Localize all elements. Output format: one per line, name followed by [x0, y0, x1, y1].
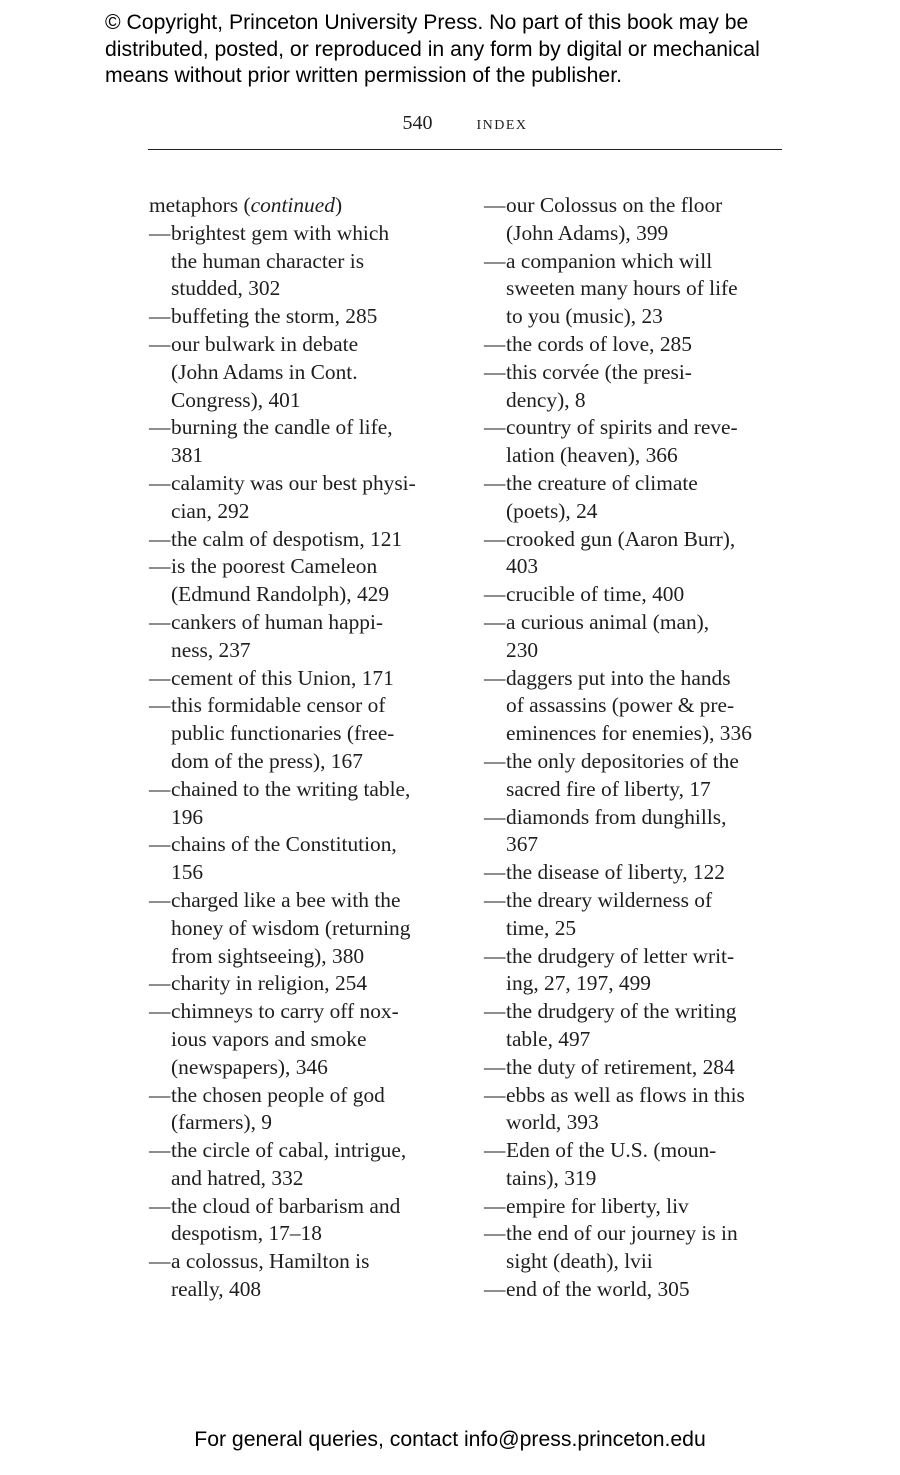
subentry-line: from sightseeing), 380	[171, 943, 365, 968]
copyright-notice	[105, 10, 825, 90]
subentry-dash: —	[484, 582, 506, 607]
index-subentry	[149, 303, 454, 331]
subentry-dash: —	[149, 220, 171, 245]
index-subentry	[149, 553, 454, 609]
copyright-line: means without prior written permission of the publisher.	[105, 64, 622, 87]
index-subentry	[149, 331, 454, 414]
heading-close: )	[334, 193, 343, 217]
index-subentry	[484, 1193, 789, 1221]
index-entry-heading	[149, 192, 454, 220]
subentry-line: the only depositories of the	[506, 748, 739, 773]
index-subentry	[484, 526, 789, 582]
index-subentry	[484, 1220, 789, 1276]
subentry-line: a curious animal (man),	[506, 609, 710, 634]
subentry-line: studded, 302	[171, 276, 281, 301]
subentry-dash: —	[484, 193, 506, 217]
subentry-line: buffeting the storm, 285	[171, 304, 378, 329]
running-head	[148, 112, 782, 135]
subentry-dash: —	[484, 609, 506, 634]
subentry-line: a colossus, Hamilton is	[171, 1249, 370, 1274]
subentry-dash: —	[484, 999, 506, 1024]
subentry-line: tains), 319	[506, 1165, 597, 1190]
subentry-line: brightest gem with which	[171, 220, 390, 245]
subentry-dash: —	[484, 1054, 506, 1079]
subentry-dash: —	[149, 999, 171, 1024]
subentry-line: public functionaries (free-	[171, 721, 395, 746]
subentry-line: crucible of time, 400	[506, 582, 685, 607]
page-number: 540	[402, 112, 433, 134]
subentry-line: (John Adams), 399	[506, 220, 669, 245]
subentry-line: lation (heaven), 366	[506, 443, 678, 468]
subentry-line: the calm of despotism, 121	[171, 526, 403, 551]
index-subentry	[484, 248, 789, 331]
footer-contact: For general queries, contact info@press.princeton.edu	[194, 1428, 706, 1451]
index-column-left	[149, 192, 454, 1304]
subentry-line: the duty of retirement, 284	[506, 1054, 735, 1079]
subentry-dash: —	[149, 304, 171, 329]
index-column-right	[484, 192, 789, 1304]
subentry-line: 381	[171, 443, 204, 468]
subentry-line: daggers put into the hands	[506, 665, 731, 690]
subentry-line: chained to the writing table,	[171, 776, 411, 801]
subentry-line: the drudgery of letter writ-	[506, 943, 735, 968]
subentry-line: the end of our journey is in	[506, 1221, 738, 1246]
index-subentry	[149, 470, 454, 526]
index-subentry	[484, 1137, 789, 1193]
subentry-line: 196	[171, 804, 204, 829]
subentry-line: Eden of the U.S. (moun-	[506, 1138, 717, 1163]
subentry-dash: —	[484, 887, 506, 912]
copyright-line: distributed, posted, or reproduced in any form by digital or mechanical	[105, 37, 760, 61]
subentry-list	[484, 192, 789, 1304]
index-subentry	[149, 414, 454, 470]
subentry-line: the cords of love, 285	[506, 331, 692, 356]
index-subentry	[149, 998, 454, 1081]
subentry-dash: —	[484, 943, 506, 968]
subentry-line: 367	[506, 832, 539, 857]
subentry-line: our bulwark in debate	[171, 331, 359, 356]
subentry-dash: —	[484, 860, 506, 885]
subentry-dash: —	[149, 776, 171, 801]
subentry-dash: —	[484, 1221, 506, 1246]
subentry-line: crooked gun (Aaron Burr),	[506, 526, 736, 551]
subentry-line: (poets), 24	[506, 498, 598, 523]
subentry-line: charity in religion, 254	[171, 971, 368, 996]
index-subentry	[484, 887, 789, 943]
index-subentry	[149, 1193, 454, 1249]
subentry-dash: —	[484, 248, 506, 273]
subentry-line: the circle of cabal, intrigue,	[171, 1138, 407, 1163]
index-subentry	[149, 1248, 454, 1304]
index-subentry	[484, 331, 789, 359]
index-subentry	[484, 943, 789, 999]
subentry-line: dom of the press), 167	[171, 748, 363, 773]
subentry-line: end of the world, 305	[506, 1277, 690, 1302]
subentry-dash: —	[149, 665, 171, 690]
subentry-dash: —	[149, 331, 171, 356]
subentry-line: is the poorest Cameleon	[171, 554, 378, 579]
index-subentry	[484, 748, 789, 804]
subentry-line: of assassins (power & pre-	[506, 693, 735, 718]
copyright-line: © Copyright, Princeton University Press. No part of this book may be	[105, 11, 749, 34]
subentry-line: and hatred, 332	[171, 1165, 304, 1190]
subentry-line: cankers of human happi-	[171, 609, 384, 634]
subentry-line: the disease of liberty, 122	[506, 860, 725, 885]
header-rule	[148, 149, 782, 150]
index-subentry	[484, 581, 789, 609]
subentry-line: time, 25	[506, 915, 577, 940]
subentry-dash: —	[149, 526, 171, 551]
index-subentry	[149, 887, 454, 970]
subentry-dash: —	[149, 554, 171, 579]
subentry-line: empire for liberty, liv	[506, 1193, 689, 1218]
subentry-line: cian, 292	[171, 498, 250, 523]
subentry-line: really, 408	[171, 1277, 262, 1302]
index-subentry	[484, 470, 789, 526]
subentry-line: the drudgery of the writing	[506, 999, 737, 1024]
index-subentry	[484, 192, 789, 248]
subentry-line: the creature of climate	[506, 470, 698, 495]
subentry-dash: —	[149, 832, 171, 857]
subentry-dash: —	[149, 1138, 171, 1163]
subentry-line: charged like a bee with the	[171, 887, 401, 912]
subentry-line: sacred fire of liberty, 17	[506, 776, 711, 801]
subentry-line: honey of wisdom (returning	[171, 915, 411, 940]
subentry-dash: —	[149, 971, 171, 996]
subentry-line: the chosen people of god	[171, 1082, 385, 1107]
subentry-dash: —	[149, 609, 171, 634]
index-subentry	[149, 220, 454, 303]
index-subentry	[149, 526, 454, 554]
index-subentry	[484, 1054, 789, 1082]
index-subentry	[149, 970, 454, 998]
subentry-list	[149, 220, 454, 1304]
subentry-dash: —	[149, 1193, 171, 1218]
subentry-line: ebbs as well as flows in this	[506, 1082, 745, 1107]
subentry-line: country of spirits and reve-	[506, 415, 738, 440]
subentry-line: (newspapers), 346	[171, 1054, 328, 1079]
subentry-line: 403	[506, 554, 539, 579]
subentry-line: eminences for enemies), 336	[506, 721, 752, 746]
index-subentry	[484, 1276, 789, 1304]
index-subentry	[484, 609, 789, 665]
subentry-dash: —	[484, 415, 506, 440]
subentry-line: the human character is	[171, 248, 365, 273]
index-subentry	[484, 359, 789, 415]
subentry-dash: —	[484, 359, 506, 384]
section-title: index	[476, 112, 528, 134]
subentry-dash: —	[484, 526, 506, 551]
index-subentry	[484, 804, 789, 860]
index-subentry	[149, 609, 454, 665]
subentry-dash: —	[484, 748, 506, 773]
subentry-line: to you (music), 23	[506, 304, 663, 329]
subentry-line: ious vapors and smoke	[171, 1026, 367, 1051]
index-subentry	[484, 1082, 789, 1138]
subentry-line: despotism, 17–18	[171, 1221, 322, 1246]
subentry-line: the cloud of barbarism and	[171, 1193, 401, 1218]
subentry-line: this formidable censor of	[171, 693, 386, 718]
subentry-line: the dreary wilderness of	[506, 887, 713, 912]
subentry-line: 230	[506, 637, 539, 662]
subentry-line: (John Adams in Cont.	[171, 359, 358, 384]
subentry-line: chains of the Constitution,	[171, 832, 397, 857]
subentry-dash: —	[484, 331, 506, 356]
index-subentry	[149, 1137, 454, 1193]
subentry-line: table, 497	[506, 1026, 591, 1051]
index-subentry	[149, 1082, 454, 1138]
index-subentry	[149, 776, 454, 832]
subentry-line: sweeten many hours of life	[506, 276, 738, 301]
subentry-line: dency), 8	[506, 387, 586, 412]
subentry-dash: —	[484, 1082, 506, 1107]
subentry-dash: —	[484, 1138, 506, 1163]
subentry-dash: —	[484, 1277, 506, 1302]
subentry-dash: —	[149, 1082, 171, 1107]
subentry-line: (Edmund Randolph), 429	[171, 582, 390, 607]
subentry-line: Congress), 401	[171, 387, 301, 412]
subentry-line: ness, 237	[171, 637, 251, 662]
subentry-line: our Colossus on the floor	[506, 193, 723, 217]
subentry-line: burning the candle of life,	[171, 415, 393, 440]
subentry-line: sight (death), lvii	[506, 1249, 653, 1274]
index-subentry	[484, 665, 789, 748]
index-subentry	[149, 665, 454, 693]
subentry-line: cement of this Union, 171	[171, 665, 394, 690]
heading-continued: continued	[250, 193, 335, 217]
subentry-dash: —	[149, 693, 171, 718]
index-subentry	[149, 831, 454, 887]
subentry-line: world, 393	[506, 1110, 599, 1135]
subentry-line: diamonds from dunghills,	[506, 804, 727, 829]
subentry-dash: —	[484, 1193, 506, 1218]
subentry-dash: —	[484, 470, 506, 495]
index-subentry	[149, 692, 454, 775]
subentry-line: this corvée (the presi-	[506, 359, 692, 384]
subentry-dash: —	[149, 470, 171, 495]
subentry-line: ing, 27, 197, 499	[506, 971, 651, 996]
subentry-dash: —	[149, 887, 171, 912]
subentry-dash: —	[149, 415, 171, 440]
subentry-line: 156	[171, 860, 204, 885]
index-subentry	[484, 414, 789, 470]
subentry-dash: —	[484, 804, 506, 829]
subentry-line: chimneys to carry off nox-	[171, 999, 399, 1024]
index-subentry	[484, 998, 789, 1054]
heading-text: metaphors (	[149, 193, 251, 217]
subentry-dash: —	[484, 665, 506, 690]
index-subentry	[484, 859, 789, 887]
subentry-line: calamity was our best physi-	[171, 470, 416, 495]
subentry-dash: —	[149, 1249, 171, 1274]
subentry-line: (farmers), 9	[171, 1110, 272, 1135]
subentry-line: a companion which will	[506, 248, 713, 273]
